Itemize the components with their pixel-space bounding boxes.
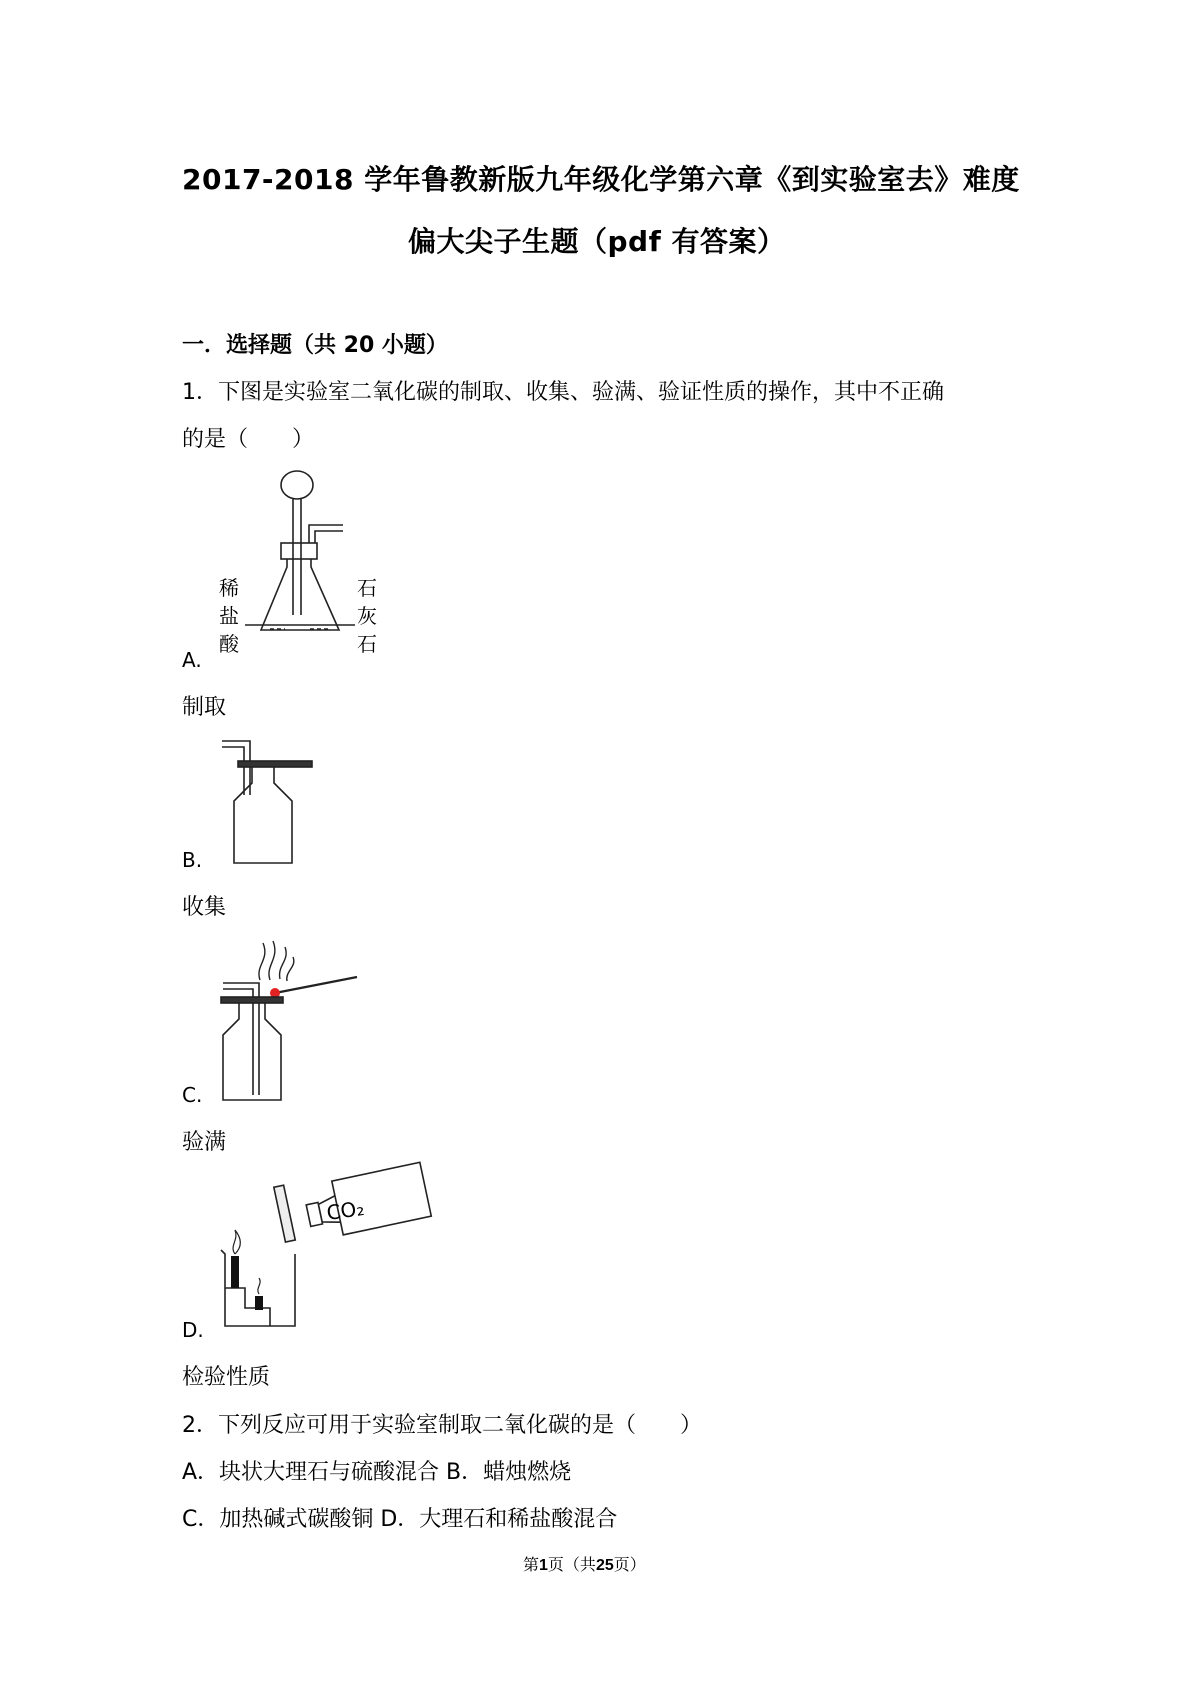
fig-a-left-label-1: 稀 — [219, 576, 239, 600]
option-b-caption: 收集 — [182, 895, 227, 920]
figure-c-full-test — [215, 935, 375, 1105]
option-d-caption: 检验性质 — [182, 1365, 271, 1390]
figure-d-candle-test — [215, 1170, 415, 1350]
q2-options-line1: A．块状大理石与硫酸混合 B．蜡烛燃烧 — [182, 1460, 572, 1485]
doc-title-line2: 偏大尖子生题（pdf 有答案） — [408, 225, 786, 258]
option-b-letter: B. — [182, 848, 203, 872]
footer-total-pages: 25 — [595, 1557, 614, 1574]
q1-stem-line1: 1．下图是实验室二氧化碳的制取、收集、验满、验证性质的操作，其中不正确 — [182, 380, 944, 405]
fig-a-right-label-1: 石 — [357, 576, 377, 600]
option-d-letter: D. — [182, 1318, 204, 1342]
q2-stem: 2．下列反应可用于实验室制取二氧化碳的是（ ） — [182, 1413, 702, 1438]
option-c-letter: C. — [182, 1083, 203, 1107]
q2-options-line2: C．加热碱式碳酸铜 D．大理石和稀盐酸混合 — [182, 1507, 618, 1532]
footer-suffix: 页） — [613, 1555, 646, 1574]
page-footer — [523, 1552, 646, 1575]
footer-page-number: 1 — [539, 1557, 548, 1574]
figure-b-collection-bottle — [218, 735, 328, 875]
fig-a-left-label-2: 盐 — [219, 604, 239, 628]
fig-a-left-label-3: 酸 — [219, 632, 239, 656]
option-a-letter: A. — [182, 648, 202, 672]
footer-middle: 页（共 — [547, 1555, 596, 1574]
option-c-caption: 验满 — [182, 1130, 227, 1155]
figure-a-generation-apparatus — [215, 465, 405, 665]
fig-a-right-label-3: 石 — [357, 632, 377, 656]
section-heading: 一．选择题（共 20 小题） — [182, 333, 448, 358]
footer-prefix: 第 — [523, 1555, 540, 1574]
co2-bottle-label: CO₂ — [325, 1195, 366, 1225]
doc-title-line1: 2017-2018 学年鲁教新版九年级化学第六章《到实验室去》难度 — [182, 163, 1020, 196]
fig-a-right-label-2: 灰 — [357, 604, 377, 628]
q1-stem-line2: 的是（ ） — [182, 427, 315, 452]
option-a-caption: 制取 — [182, 695, 227, 720]
